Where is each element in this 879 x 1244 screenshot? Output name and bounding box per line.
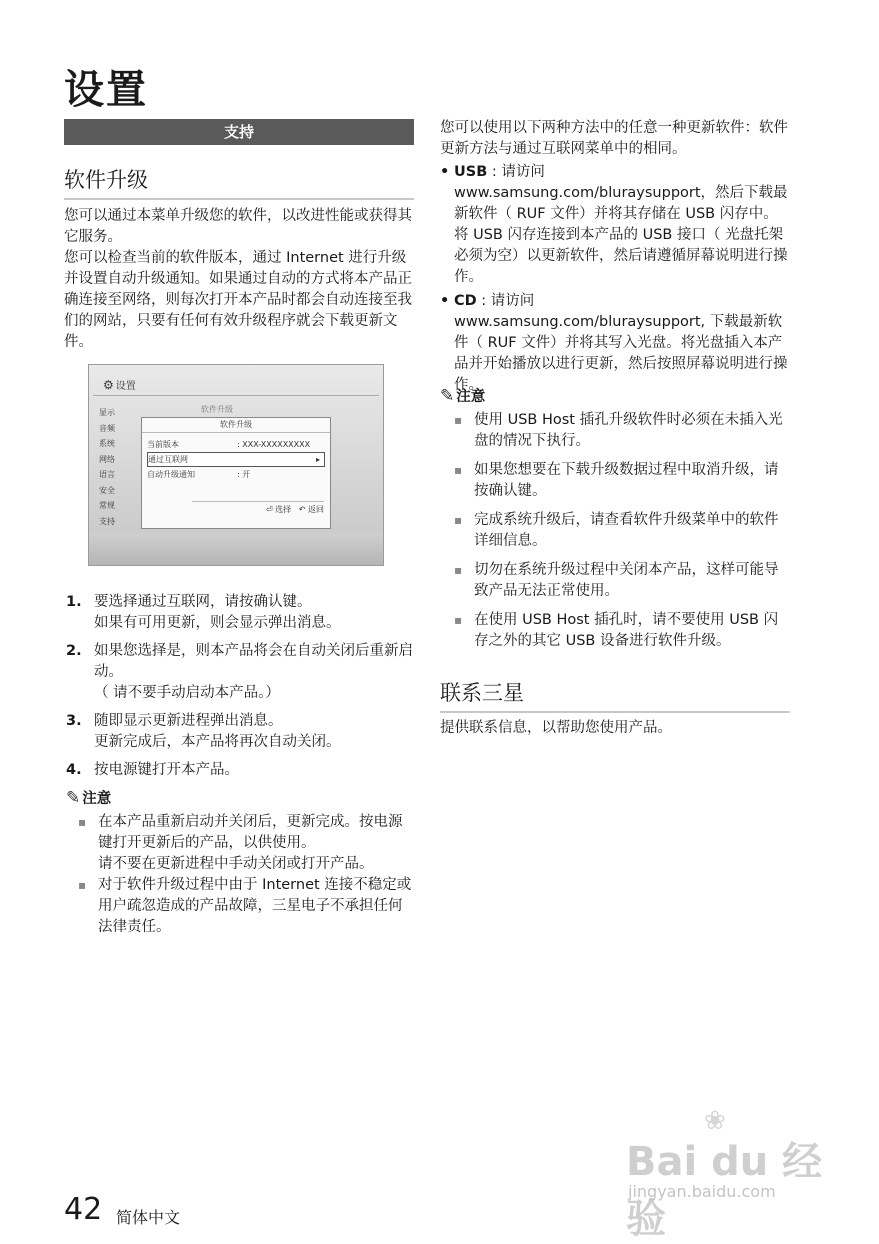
step-number: 3. <box>66 713 82 729</box>
watermark-url: jingyan.baidu.com <box>628 1182 776 1201</box>
note-label: 注意 <box>82 791 112 807</box>
contact-heading: 联系三星 <box>440 677 790 713</box>
popup-row-label: 通过互联网 <box>148 455 188 464</box>
software-upgrade-popup <box>141 417 331 529</box>
intro-paragraph-2: 您可以检查当前的软件版本，通过 Internet 进行升级并设置自动升级通知。如果通过自动的方式将本产品正确连接至网络，则每次打开本产品时都会自动连接至我们的网站，只要有任何有效升级程序就会下载更新文件。 <box>64 250 412 350</box>
note-item: ▪ 切勿在系统升级过程中关闭本产品，这样可能导致产品无法正常使用。 <box>452 560 792 602</box>
update-methods <box>440 162 790 399</box>
note-heading-right <box>440 385 485 406</box>
software-upgrade-heading: 软件升级 <box>64 164 414 200</box>
step-item <box>66 641 416 704</box>
page-title: 设置 <box>64 67 148 113</box>
popup-footer <box>192 501 324 515</box>
step-text: 如果您选择是，则本产品将会在自动关闭后重新启动。 （ 请不要手动启动本产品。） <box>94 643 413 701</box>
page-number: 42 <box>64 1192 103 1227</box>
screen-header <box>103 377 136 392</box>
settings-screen-mockup <box>88 364 384 566</box>
popup-row-current-version <box>147 438 323 451</box>
menu-item-general: 常规 <box>99 501 115 510</box>
popup-row-by-internet <box>147 452 325 467</box>
note-item: ▪ 如果您想要在下载升级数据过程中取消升级，请按确认键。 <box>452 460 792 502</box>
note-item: ▪ 在使用 USB Host 插孔时，请不要使用 USB 闪存之外的其它 USB 设备进行软件升级。 <box>452 610 792 652</box>
paw-icon: ❀ <box>704 1106 726 1136</box>
menu-item-display: 显示 <box>99 408 115 417</box>
footer-return-label: 返回 <box>308 505 324 514</box>
pencil-icon: ✎ <box>66 788 81 808</box>
watermark-main: Bai du 经验 <box>626 1139 823 1242</box>
step-text: 随即显示更新进程弹出消息。 更新完成后，本产品将再次自动关闭。 <box>94 713 341 750</box>
return-icon: ↶ <box>298 505 306 514</box>
footer-select-label: 选择 <box>275 505 292 514</box>
notes-left <box>76 812 412 938</box>
popup-row-label: 当前版本 <box>147 440 179 449</box>
step-item <box>66 760 416 781</box>
menu-item-audio: 音频 <box>99 423 115 433</box>
popup-row-value: : XXX-XXXXXXXXX <box>237 440 311 449</box>
step-number: 2. <box>66 643 82 659</box>
section-bar: 支持 <box>64 119 414 145</box>
note-item: ▪ 使用 USB Host 插孔升级软件时必须在未插入光盘的情况下执行。 <box>452 410 792 452</box>
method-label: CD <box>454 293 477 309</box>
note-label: 注意 <box>456 389 486 405</box>
screen-header-label: 设置 <box>115 381 136 392</box>
method-label: USB <box>454 164 488 180</box>
step-text: 按电源键打开本产品。 <box>94 762 239 778</box>
note-item: ▪ 对于软件升级过程中由于 Internet 连接不稳定或用户疏忽造成的产品故障，三星电子不承担任何法律责任。 <box>76 875 412 938</box>
popup-title: 软件升级 <box>142 418 330 433</box>
baidu-watermark <box>622 1106 832 1242</box>
popup-row-auto-notify <box>147 468 323 481</box>
step-number: 1. <box>66 594 82 610</box>
right-intro: 您可以使用以下两种方法中的任意一种更新软件：软件更新方法与通过互联网菜单中的相同。 <box>440 120 788 157</box>
software-upgrade-text <box>64 206 414 353</box>
steps-list <box>66 592 416 788</box>
screen-menu <box>99 405 115 529</box>
menu-item-system: 系统 <box>99 439 115 448</box>
step-item <box>66 592 416 634</box>
contact-text: 提供联系信息，以帮助您使用产品。 <box>440 720 672 736</box>
intro-paragraph-1: 您可以通过本菜单升级您的软件，以改进性能或获得其它服务。 <box>64 208 412 245</box>
method-usb <box>440 162 790 288</box>
select-icon: ⏎ <box>265 505 273 514</box>
method-cd <box>440 291 790 396</box>
note-heading-left <box>66 787 111 808</box>
popup-row-value: : 开 <box>237 470 251 479</box>
menu-item-security: 安全 <box>99 485 115 495</box>
method-text: : 请访问 www.samsung.com/bluraysupport，然后下载最新软件（ RUF 文件）并将其存储在 USB 闪存中。将 USB 闪存连接到本产品的 USB 接口（ 光盘托架必须为空）以更新软件，然后请遵循屏幕说明进行操作。 <box>454 164 788 285</box>
chevron-right-icon: ▸ <box>315 455 320 464</box>
note-item: ▪ 完成系统升级后，请查看软件升级菜单中的软件详细信息。 <box>452 510 792 552</box>
menu-item-network: 网络 <box>99 454 115 464</box>
method-text: : 请访问 www.samsung.com/bluraysupport, 下载最新软件（ RUF 文件）并将其写入光盘。将光盘插入本产品并开始播放以进行更新，然后按照屏幕说明进行操作。 <box>454 293 788 393</box>
gear-icon: ⚙ <box>103 378 114 392</box>
step-text: 要选择通过互联网，请按确认键。 如果有可用更新，则会显示弹出消息。 <box>94 594 341 631</box>
note-item: ▪ 在本产品重新启动并关闭后，更新完成。按电源键打开更新后的产品，以供使用。 请不要在更新进程中手动关闭或打开产品。 <box>76 812 412 875</box>
notes-right <box>452 410 792 660</box>
step-number: 4. <box>66 762 82 778</box>
menu-item-language: 语言 <box>99 470 115 479</box>
page-language: 简体中文 <box>116 1208 181 1227</box>
step-item <box>66 711 416 753</box>
pencil-icon: ✎ <box>440 386 455 406</box>
popup-row-label: 自动升级通知 <box>147 470 195 479</box>
menu-item-support: 支持 <box>99 516 115 526</box>
submenu-label: 软件升级 <box>201 405 233 414</box>
